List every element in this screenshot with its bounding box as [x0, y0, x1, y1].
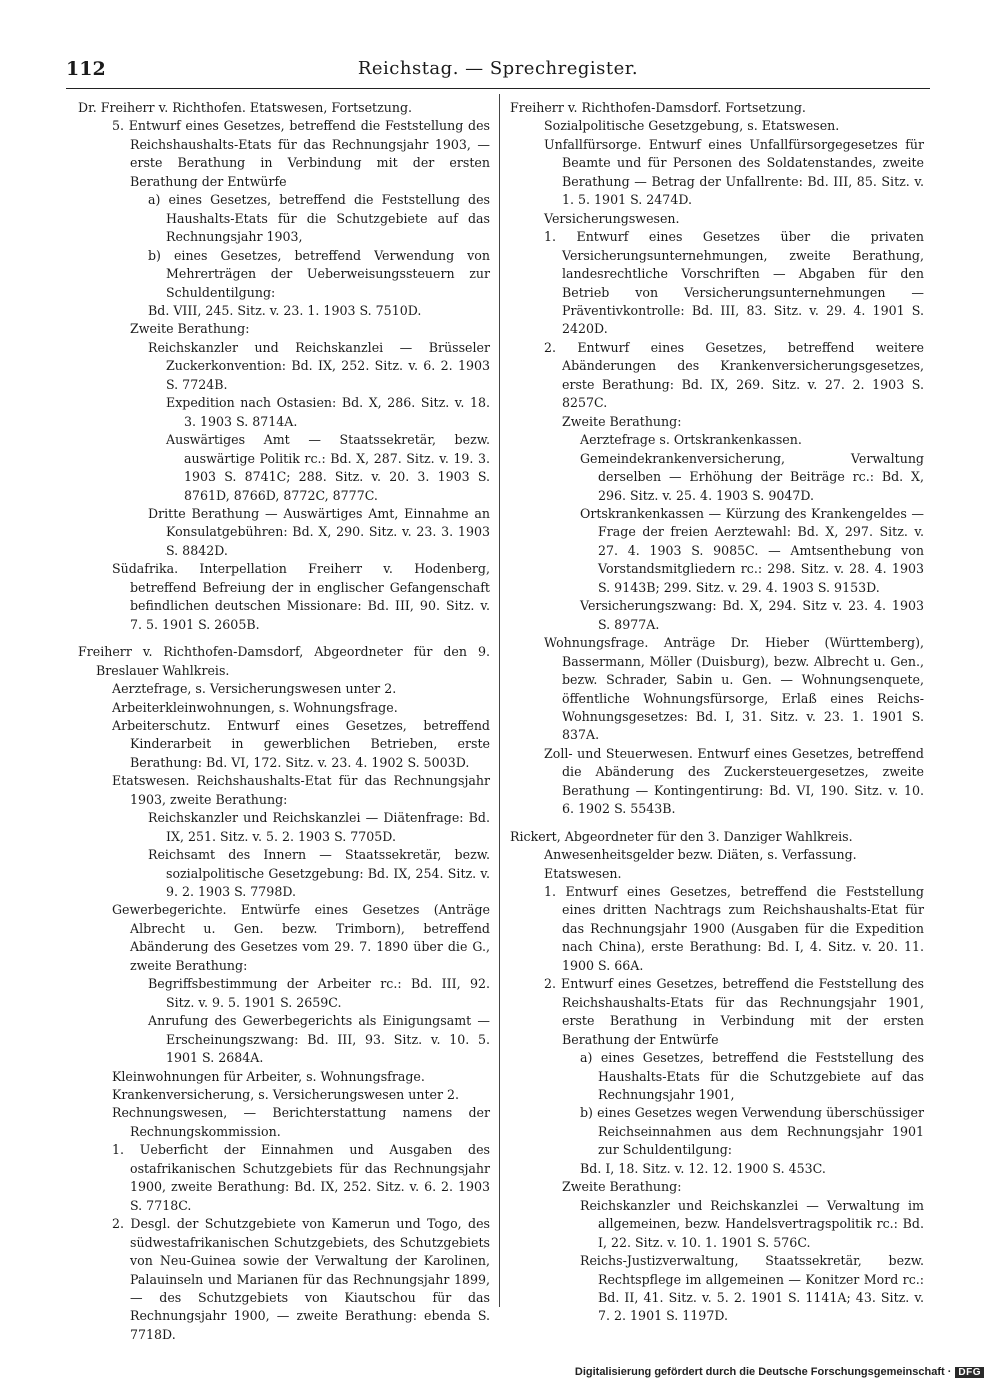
register-entry: Gewerbegerichte. Entwürfe eines Gesetzes (Anträge Albrecht u. Gen. bezw. Trimborn), betreffend Abänderung des Gesetzes vom 29. 7. 1890 über die G., zweite Berathung:: [112, 902, 490, 973]
register-entry: Zweite Berathung:: [130, 321, 250, 337]
register-entry: Expedition nach Ostasien: Bd. X, 286. Sitz. v. 18. 3. 1903 S. 8714A.: [166, 395, 490, 429]
register-entry: Zoll- und Steuerwesen. Entwurf eines Gesetzes, betreffend die Abänderung des Zuckersteuergesetzes, zweite Berathung — Kontingentirung: Bd. VI, 190. Sitz. v. 10. 6. 1902 S. 5543B.: [544, 745, 924, 817]
register-entry: Reichskanzler und Reichskanzlei — Brüsseler Zuckerkonvention: Bd. IX, 252. Sitz. v. 6. 2. 1903 S. 7724B.: [148, 339, 490, 392]
register-entry: 1. Entwurf eines Gesetzes, betreffend die Feststellung eines dritten Nachtrags zum Reichshaushalts-Etat für das Rechnungsjahr 1900 (Ausgaben für die Expedition nach China), erste Berathung: Bd. I, 4. Sitz. v. 20. 11. 1900 S. 66A.: [544, 884, 924, 973]
register-entry: Anrufung des Gewerbegerichts als Einigungsamt — Erscheinungszwang: Bd. III, 93. Sitz. v. 10. 5. 1901 S. 2684A.: [148, 1013, 490, 1066]
register-entry: Freiherr v. Richthofen-Damsdorf, Abgeordneter für den 9. Breslauer Wahlkreis.: [78, 644, 490, 678]
register-entry: a) eines Gesetzes, betreffend die Feststellung des Haushalts-Etats für die Schutzgebiete auf das Rechnungsjahr 1903,: [148, 192, 490, 245]
register-entry: Krankenversicherung, s. Versicherungswesen unter 2.: [112, 1087, 460, 1103]
register-entry: 1. Ueberficht der Einnahmen und Ausgaben des ostafrikanischen Schutzgebiets für das Rechnungsjahr 1900, zweite Berathung: Bd. IX, 252. Sitz. v. 6. 2. 1903 S. 7718C.: [112, 1142, 490, 1213]
header-rule: [66, 88, 930, 89]
register-entry: Versicherungswesen.: [544, 210, 680, 226]
register-entry: Ortskrankenkassen — Kürzung des Krankengeldes — Frage der freien Aerztewahl: Bd. X, 297. Sitz. v. 27. 4. 1903 S. 9085C. — Amtsenthebung von Vorstandsmitgliedern rc.: 298. Sitz. v. 28. 4. 1903 S. 9143B; 299. Sitz. v. 29. 4. 1903 S. 9153D.: [580, 505, 924, 595]
register-entry: Etatswesen. Reichshaushalts-Etat für das Rechnungsjahr 1903, zweite Berathung:: [112, 773, 490, 807]
page-number: 112: [66, 58, 106, 80]
register-entry: Zweite Berathung:: [562, 1179, 682, 1195]
register-entry: Auswärtiges Amt — Staatssekretär, bezw. auswärtige Politik rc.: Bd. X, 287. Sitz. v. 19. 3. 1903 S. 8741C; 288. Sitz. v. 20. 3. 1903 S. 8761D, 8766D, 8772C, 8777C.: [166, 432, 490, 503]
register-entry: Wohnungsfrage. Anträge Dr. Hieber (Württemberg), Bassermann, Möller (Duisburg), bezw. Albrecht u. Gen., bezw. Schrader, Sabin u. Gen. — Wohnungsenquete, öffentliche Wohnungsfürsorge, Erlaß eines Reichs-Wohnungsgesetzes: Bd. I, 31. Sitz. v. 23. 1. 1901 S. 837A.: [544, 635, 924, 743]
right-column: [510, 99, 924, 1326]
register-entry: 2. Desgl. der Schutzgebiete von Kamerun und Togo, des südwestafrikanischen Schutzgebiets, des Schutzgebiets von Neu-Guinea sowie der Verwaltung der Karolinen, Palauinseln und Marianen für das Rechnungsjahr 1899, — des Schutzgebiets von Kiautschou für das Rechnungsjahr 1900, — zweite Berathung: ebenda S. 7718D.: [112, 1216, 490, 1342]
register-entry: Aerztefrage s. Ortskrankenkassen.: [580, 432, 802, 448]
register-entry: Rickert, Abgeordneter für den 3. Danziger Wahlkreis.: [510, 828, 853, 844]
register-entry: b) eines Gesetzes wegen Verwendung überschüssiger Reichseinnahmen aus dem Rechnungsjahr 1901 zur Schuldentilgung:: [580, 1105, 924, 1158]
dfg-logo: DFG: [955, 1367, 984, 1378]
register-entry: Arbeiterschutz. Entwurf eines Gesetzes, betreffend Kinderarbeit in gewerblichen Betrieben, erste Berathung: Bd. VI, 172. Sitz. v. 23. 4. 1902 S. 5003D.: [112, 717, 490, 770]
digitization-credit: [575, 1366, 984, 1378]
register-entry: Freiherr v. Richthofen-Damsdorf. Fortsetzung.: [510, 100, 806, 115]
register-entry: b) eines Gesetzes, betreffend Verwendung von Mehrerträgen der Ueberweisungssteuern zur Schuldentilgung:: [148, 247, 490, 300]
register-entry: Reichskanzler und Reichskanzlei — Verwaltung im allgemeinen, bezw. Handelsvertragspolitik rc.: Bd. I, 22. Sitz. v. 10. 1. 1901 S. 576C.: [580, 1197, 924, 1250]
register-entry: Begriffsbestimmung der Arbeiter rc.: Bd. III, 92. Sitz. v. 9. 5. 1901 S. 2659C.: [148, 976, 490, 1010]
register-entry: Dr. Freiherr v. Richthofen. Etatswesen, Fortsetzung.: [78, 100, 413, 115]
credit-text: Digitalisierung gefördert durch die Deutsche Forschungsgemeinschaft ·: [574, 1366, 952, 1378]
register-entry: Südafrika. Interpellation Freiherr v. Hodenberg, betreffend Befreiung der in englischer Gefangenschaft befindlichen deutschen Missionare: Bd. III, 90. Sitz. v. 7. 5. 1901 S. 2605B.: [112, 561, 490, 632]
register-entry: Sozialpolitische Gesetzgebung, s. Etatswesen.: [544, 118, 840, 134]
left-column: [78, 99, 490, 1344]
register-entry: 1. Entwurf eines Gesetzes über die privaten Versicherungsunternehmungen, zweite Berathung, landesrechtliche Vorschriften — Abgaben für den Betrieb von Versicherungsunternehmungen — Präventivkontrolle: Bd. III, 83. Sitz. v. 29. 4. 1901 S. 2420D.: [544, 229, 924, 337]
register-entry: Gemeindekrankenversicherung, Verwaltung derselben — Erhöhung der Beiträge rc.: Bd. X, 296. Sitz. v. 25. 4. 1903 S. 9047D.: [580, 450, 924, 503]
register-entry: 2. Entwurf eines Gesetzes, betreffend weitere Abänderungen des Krankenversicherungsgesetzes, erste Berathung: Bd. IX, 269. Sitz. v. 27. 2. 1903 S. 8257C.: [544, 339, 924, 411]
register-entry: Bd. VIII, 245. Sitz. v. 23. 1. 1903 S. 7510D.: [148, 302, 422, 318]
page-header: [66, 58, 930, 84]
register-entry: 2. Entwurf eines Gesetzes, betreffend die Feststellung des Reichshaushalts-Etats für das Rechnungsjahr 1901, erste Berathung in Verbindung mit der ersten Berathung der Entwürfe: [544, 976, 924, 1047]
register-entry: Reichskanzler und Reichskanzlei — Diätenfrage: Bd. IX, 251. Sitz. v. 5. 2. 1903 S. 7705D.: [148, 810, 490, 844]
register-entry: Kleinwohnungen für Arbeiter, s. Wohnungsfrage.: [112, 1068, 425, 1084]
register-entry: Bd. I, 18. Sitz. v. 12. 12. 1900 S. 453C.: [580, 1160, 826, 1176]
register-entry: Versicherungszwang: Bd. X, 294. Sitz v. 23. 4. 1903 S. 8977A.: [580, 598, 924, 632]
running-title: Reichstag. — Sprechregister.: [357, 58, 639, 79]
register-entry: Zweite Berathung:: [562, 413, 682, 429]
register-entry: Arbeiterkleinwohnungen, s. Wohnungsfrage.: [112, 699, 398, 715]
register-entry: Rechnungswesen, — Berichterstattung namens der Rechnungskommission.: [112, 1105, 490, 1139]
register-entry: Unfallfürsorge. Entwurf eines Unfallfürsorgegesetzes für Beamte und für Personen des Soldatenstandes, zweite Berathung — Betrag der Unfallrente: Bd. III, 85. Sitz. v. 1. 5. 1901 S. 2474D.: [544, 136, 924, 208]
register-entry: Anwesenheitsgelder bezw. Diäten, s. Verfassung.: [544, 847, 857, 863]
register-entry: Etatswesen.: [544, 865, 622, 881]
register-entry: Reichsamt des Innern — Staatssekretär, bezw. sozialpolitische Gesetzgebung: Bd. IX, 254. Sitz. v. 9. 2. 1903 S. 7798D.: [148, 847, 490, 900]
register-entry: Dritte Berathung — Auswärtiges Amt, Einnahme an Konsulatgebühren: Bd. X, 290. Sitz. v. 23. 3. 1903 S. 8842D.: [148, 505, 490, 558]
register-entry: 5. Entwurf eines Gesetzes, betreffend die Feststellung des Reichshaushalts-Etats für das Rechnungsjahr 1903, — erste Berathung in Verbindung mit der ersten Berathung der Entwürfe: [112, 118, 490, 189]
register-entry: Reichs-Justizverwaltung, Staatssekretär, bezw. Rechtspflege im allgemeinen — Konitzer Mord rc.: Bd. II, 41. Sitz. v. 5. 2. 1901 S. 1141A; 43. Sitz. v. 7. 2. 1901 S. 1197D.: [580, 1253, 924, 1324]
register-entry: a) eines Gesetzes, betreffend die Feststellung des Haushalts-Etats für die Schutzgebiete auf das Rechnungsjahr 1901,: [580, 1050, 924, 1103]
register-entry: Aerztefrage, s. Versicherungswesen unter 2.: [112, 681, 397, 697]
column-divider: [499, 94, 500, 1307]
